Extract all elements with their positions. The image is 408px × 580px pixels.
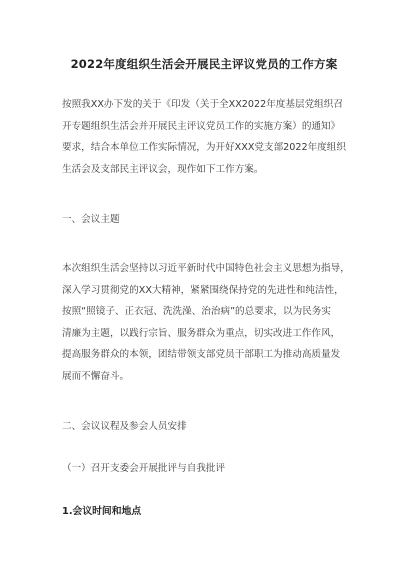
theme-paragraph xyxy=(62,258,362,387)
intro-line: 要求，结合本单位工作实际情况，为开好XXX党支部2022年度组织 xyxy=(62,142,346,153)
subsection-heading: （一）召开支委会开展批评与自我批评 xyxy=(62,463,226,474)
theme-line: 深入学习贯彻党的XX大精神，紧紧围绕保持党的先进性和纯洁性， xyxy=(62,284,344,296)
document-title: 2022年度组织生活会开展民主评议党员的工作方案 xyxy=(70,57,338,71)
section-heading-agenda: 二、会议议程及参会人员安排 xyxy=(62,421,187,432)
intro-line: 按照我XX办下发的关于《印发（关于全XX2022年度基层党组织召 xyxy=(62,99,343,110)
theme-line: 按照“照镜子、正衣冠、洗洗澡、治治病”的总要求，以为民务实 xyxy=(62,306,331,317)
theme-line: 提高服务群众的本领，团结带领支部党员干部职工为推动高质量发 xyxy=(62,349,341,360)
intro-line: 生活会及支部民主评议会，现作如下工作方案。 xyxy=(62,163,264,175)
theme-line: 清廉为主题，以践行宗旨、服务群众为重点，切实改进工作作风， xyxy=(62,327,341,339)
theme-line: 展而不懈奋斗。 xyxy=(62,370,130,382)
section-heading-theme: 一、会议主题 xyxy=(62,214,120,225)
item-heading: 1.会议时间和地点 xyxy=(62,506,142,517)
intro-line: 开专题组织生活会并开展民主评议党员工作的实施方案）的通知》 xyxy=(62,120,341,132)
theme-line: 本次组织生活会坚持以习近平新时代中国特色社会主义思想为指导， xyxy=(62,263,350,274)
intro-paragraph xyxy=(62,94,362,180)
